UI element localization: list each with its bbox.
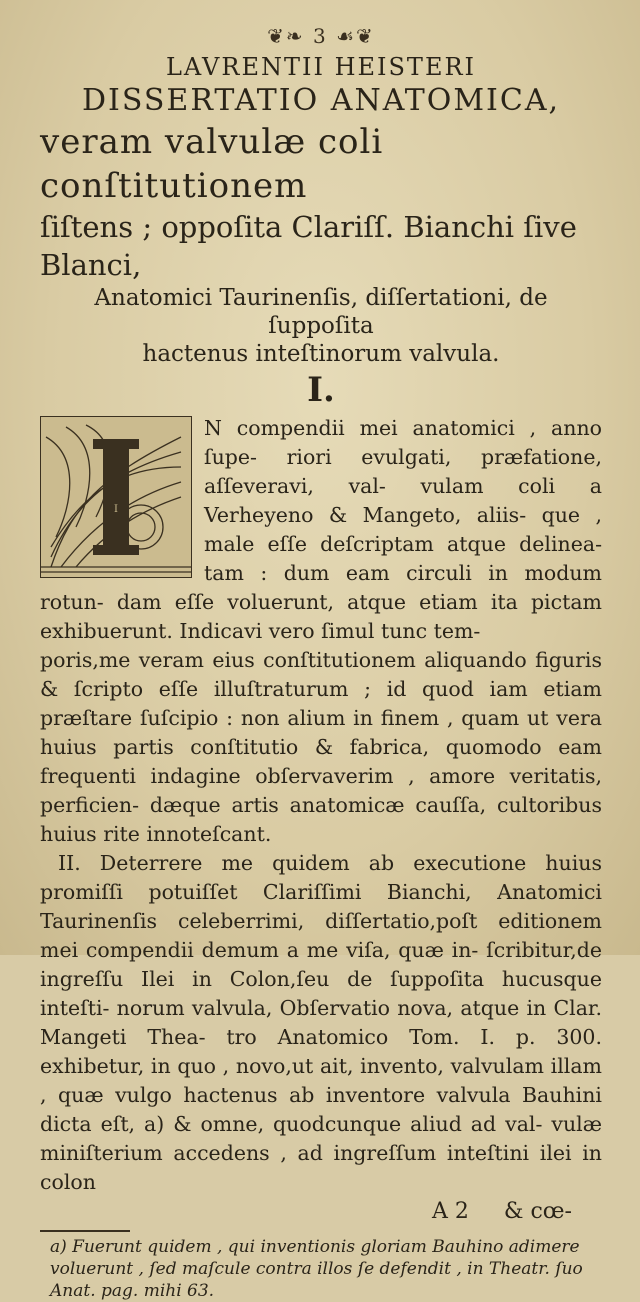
body-text bbox=[40, 414, 602, 1197]
paragraph-1-continued: poris,me veram eius conſtitutionem aliquando figuris & ſcripto eſſe illuſtraturum ; id quod iam etiam præſtare ſuſcipio : non alium in finem , quam ut vera huius partis conſtitutio & fabrica, quomodo eam frequenti indagine obſervaverim , amore veritatis, perficien- dæque artis anatomicæ cauſſa, cultoribus huius rite innoteſcant. bbox=[40, 648, 602, 846]
initial-ornament-icon bbox=[41, 417, 191, 577]
subtitle-line-2: ſiſtens ; oppoſita Clariſſ. Bianchi ſive Blanci, bbox=[40, 210, 577, 282]
subtitle-line-1: veram valvulæ coli conſtitutionem bbox=[40, 122, 384, 206]
page-title: DISSERTATIO ANATOMICA, bbox=[81, 83, 561, 118]
footnote: a) Fuerunt quidem , qui inventionis gloriam Bauhino adimere voluerunt , ſed maſcule contra illos ſe defendit , in Theatr. ſuo Anat. pag. mihi 63. bbox=[50, 1237, 583, 1301]
subtitle-line-4: hactenus inteſtinorum valvula. bbox=[142, 341, 500, 367]
section-number: I. bbox=[307, 370, 335, 410]
footnote-rule bbox=[40, 1230, 130, 1232]
signature-line bbox=[40, 1199, 602, 1224]
paragraph-1-opening: N compendii mei anatomici , anno ſupe- riori evulgati, præfatione, aſſeveravi, val- vulam coli a Verheyeno & Mangeto, aliis- que , male eſſe deſcriptam atque delinea- tam : dum eam circuli in modum rotun- dam eſſe voluerunt, atque etiam ita pictam exhibuerunt. Indicavi vero ſimul tunc tem- bbox=[40, 416, 602, 643]
author-line: LAVRENTII HEISTERI bbox=[165, 53, 477, 81]
svg-text:I: I bbox=[114, 504, 118, 515]
paragraph-2: II. Deterrere me quidem ab executione huius promiſſi potuiſſet Clariſſimi Bianchi, Anatomici Taurinenſis celeberrimi, diſſertatio,poſt editionem mei compendii demum a me viſa, quæ in- ſcribitur,de ingreſſu Ilei in Colon,ſeu de ſuppoſita hucusque inteſti- norum valvula, Obſervatio nova, atque in Clar. Mangeti Thea- tro Anatomico Tom. I. p. 300. exhibetur, in quo , novo,ut ait, invento, valvulam illam , quæ vulgo hactenus ab inventore valvula Bauhini dicta eſt, a) & omne, quodcunque aliud ad val- vulæ miniſterium accedens , ad ingreſſum inteſtini ilei in colon bbox=[40, 851, 602, 1194]
decorated-initial bbox=[40, 416, 192, 578]
header-ornament: ❦❧ 3 ☙❦ bbox=[267, 24, 375, 48]
subtitle-line-3: Anatomici Taurinenſis, diſſertationi, de ſuppoſita bbox=[94, 285, 548, 339]
catchword: & cœ- bbox=[503, 1199, 572, 1224]
signature-mark: A 2 bbox=[432, 1199, 469, 1224]
